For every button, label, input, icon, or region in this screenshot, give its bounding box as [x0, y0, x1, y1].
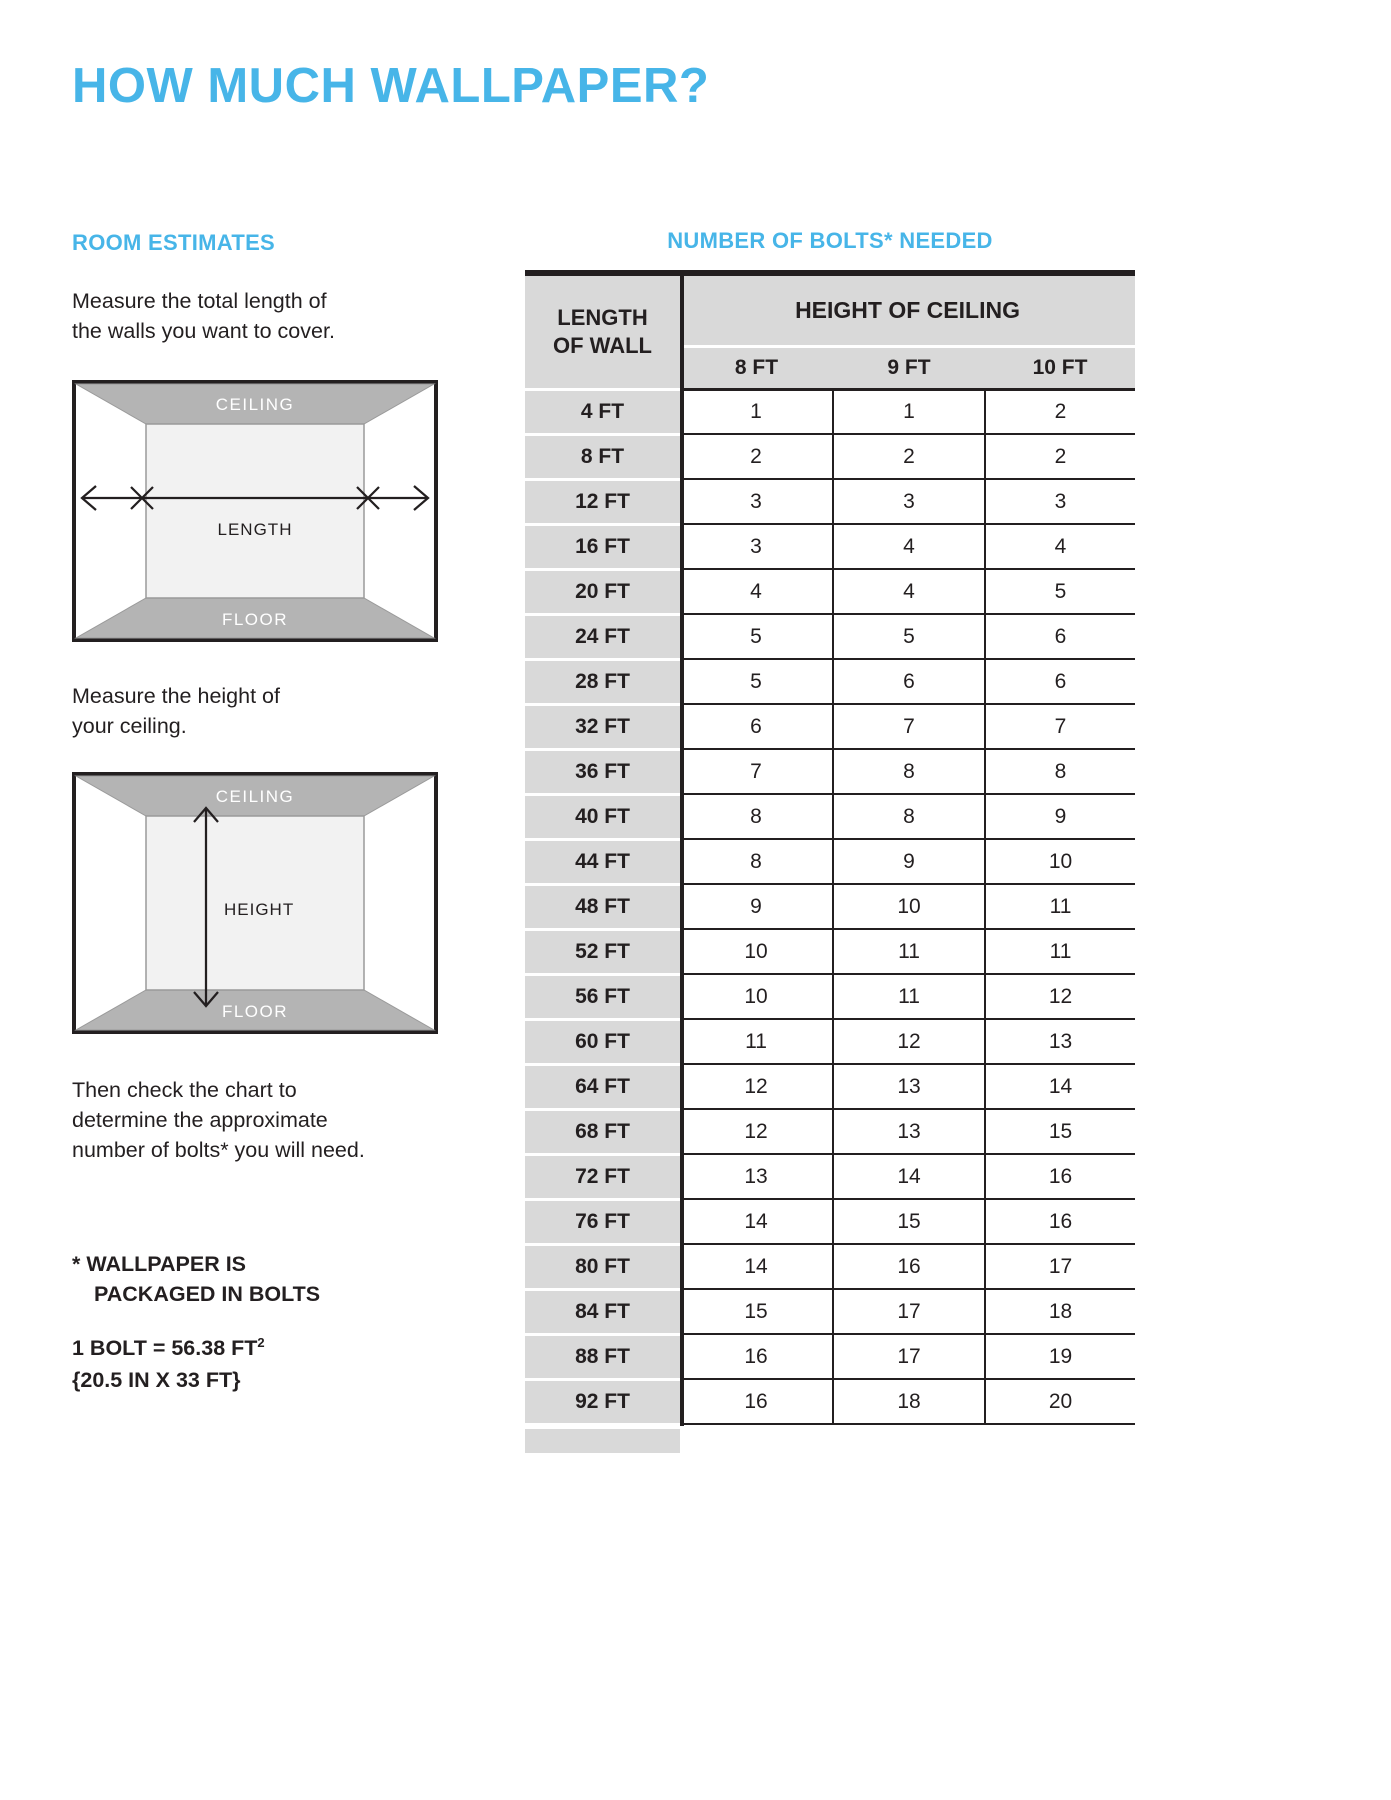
- bolt-count-cell: 11: [680, 1019, 833, 1064]
- table-row: [525, 1334, 1135, 1379]
- bolt-count-cell: 10: [985, 839, 1135, 884]
- bolt-count-cell: 11: [985, 929, 1135, 974]
- bolt-count-cell: 3: [833, 479, 985, 524]
- bolt-count-cell: 2: [833, 434, 985, 479]
- table-row: [525, 1289, 1135, 1334]
- bolt-count-cell: 16: [680, 1334, 833, 1379]
- wall-length-cell: 76 FT: [525, 1199, 680, 1244]
- footnote-line: PACKAGED IN BOLTS: [94, 1282, 321, 1306]
- bolt-count-cell: 5: [680, 614, 833, 659]
- bolt-count-cell: 7: [985, 704, 1135, 749]
- bolt-count-cell: 16: [833, 1244, 985, 1289]
- wall-length-cell: 36 FT: [525, 749, 680, 794]
- table-row: [525, 794, 1135, 839]
- ceiling-label: CEILING: [215, 395, 295, 414]
- header-line: LENGTH: [557, 304, 648, 330]
- paragraph-line: Then check the chart to: [72, 1078, 297, 1102]
- bolt-count-cell: 6: [985, 614, 1135, 659]
- wall-length-cell: 40 FT: [525, 794, 680, 839]
- bolt-count-cell: 18: [985, 1289, 1135, 1334]
- bolt-size-text: 1 BOLT = 56.38 FT: [72, 1336, 258, 1361]
- bolt-size-info: [72, 1327, 265, 1396]
- bolt-count-cell: 9: [985, 794, 1135, 839]
- bolt-count-cell: 6: [985, 659, 1135, 704]
- bolt-count-cell: 5: [985, 569, 1135, 614]
- bolt-count-cell: 14: [680, 1199, 833, 1244]
- length-label: LENGTH: [217, 520, 293, 539]
- table-row: [525, 524, 1135, 569]
- page-title: HOW MUCH WALLPAPER?: [72, 59, 710, 113]
- wall-length-cell: 68 FT: [525, 1109, 680, 1154]
- table-row: [525, 1199, 1135, 1244]
- table-row: [525, 1154, 1135, 1199]
- wall-length-cell: 12 FT: [525, 479, 680, 524]
- table-row: [525, 1109, 1135, 1154]
- bolt-count-cell: 4: [680, 569, 833, 614]
- wall-length-cell: 56 FT: [525, 974, 680, 1019]
- wall-length-cell: 48 FT: [525, 884, 680, 929]
- table-row: [525, 839, 1135, 884]
- ceiling-8ft-header: 8 FT: [680, 346, 833, 389]
- bolt-size-superscript: 2: [257, 1335, 265, 1350]
- wall-length-cell: 72 FT: [525, 1154, 680, 1199]
- bolt-count-cell: 9: [680, 884, 833, 929]
- bolt-count-cell: 13: [833, 1064, 985, 1109]
- check-chart-paragraph: [72, 1075, 365, 1165]
- bolt-count-cell: 1: [833, 389, 985, 434]
- bolt-size-line: [72, 1327, 265, 1364]
- table-row: [525, 614, 1135, 659]
- bolt-count-cell: 14: [985, 1064, 1135, 1109]
- ceiling-label: CEILING: [215, 787, 295, 806]
- height-of-ceiling-header: HEIGHT OF CEILING: [680, 276, 1135, 346]
- bolt-count-cell: 16: [985, 1154, 1135, 1199]
- bolt-count-cell: 8: [680, 794, 833, 839]
- length-diagram: [72, 380, 438, 642]
- table-row: [525, 1379, 1135, 1424]
- bolt-count-cell: 12: [680, 1064, 833, 1109]
- bolt-count-cell: 17: [985, 1244, 1135, 1289]
- bolt-count-cell: 12: [833, 1019, 985, 1064]
- table-row: [525, 569, 1135, 614]
- bolt-count-cell: 6: [833, 659, 985, 704]
- bolt-count-cell: 8: [680, 839, 833, 884]
- measure-length-paragraph: [72, 286, 335, 346]
- bolt-count-cell: 4: [833, 569, 985, 614]
- bolts-footnote: [72, 1249, 320, 1309]
- floor-label: FLOOR: [221, 610, 289, 629]
- bolt-count-cell: 12: [985, 974, 1135, 1019]
- bolt-table-body: [525, 389, 1135, 1424]
- ceiling-10ft-header: 10 FT: [985, 346, 1135, 389]
- table-header-row: [525, 276, 1135, 346]
- wall-length-cell: 24 FT: [525, 614, 680, 659]
- wall-length-cell: 60 FT: [525, 1019, 680, 1064]
- bolt-dimensions-line: {20.5 IN X 33 FT}: [72, 1368, 241, 1393]
- bolt-count-cell: 5: [680, 659, 833, 704]
- table-row: [525, 974, 1135, 1019]
- table-row: [525, 1244, 1135, 1289]
- wall-length-cell: 8 FT: [525, 434, 680, 479]
- paragraph-line: determine the approximate: [72, 1108, 328, 1132]
- table-row: [525, 704, 1135, 749]
- bolt-count-cell: 13: [680, 1154, 833, 1199]
- bolt-count-cell: 14: [833, 1154, 985, 1199]
- footnote-line: * WALLPAPER IS: [72, 1252, 247, 1276]
- wall-length-cell: 80 FT: [525, 1244, 680, 1289]
- bolt-count-cell: 3: [680, 524, 833, 569]
- bolt-count-cell: 7: [833, 704, 985, 749]
- bolt-count-cell: 14: [680, 1244, 833, 1289]
- bolt-count-cell: 5: [833, 614, 985, 659]
- height-label: HEIGHT: [224, 900, 295, 919]
- wall-length-cell: 28 FT: [525, 659, 680, 704]
- bolts-needed-heading: NUMBER OF BOLTS* NEEDED: [667, 228, 993, 253]
- table-row: [525, 749, 1135, 794]
- bolt-count-cell: 19: [985, 1334, 1135, 1379]
- bolt-count-cell: 15: [985, 1109, 1135, 1154]
- table-row: [525, 659, 1135, 704]
- floor-label: FLOOR: [221, 1002, 289, 1021]
- paragraph-line: Measure the total length of: [72, 289, 327, 313]
- room-estimates-heading: ROOM ESTIMATES: [72, 230, 276, 255]
- table-row: [525, 434, 1135, 479]
- paragraph-line: your ceiling.: [72, 714, 187, 738]
- height-diagram: [72, 772, 438, 1034]
- bolt-count-cell: 2: [985, 389, 1135, 434]
- wall-length-cell: 52 FT: [525, 929, 680, 974]
- table-row: [525, 479, 1135, 524]
- wall-length-cell: 20 FT: [525, 569, 680, 614]
- bolt-count-cell: 10: [680, 929, 833, 974]
- bolt-count-cell: 17: [833, 1334, 985, 1379]
- table-row: [525, 929, 1135, 974]
- bolt-count-cell: 10: [833, 884, 985, 929]
- wall-length-cell: 4 FT: [525, 389, 680, 434]
- bolt-count-cell: 16: [985, 1199, 1135, 1244]
- bolt-count-cell: 8: [985, 749, 1135, 794]
- table-row: [525, 1064, 1135, 1109]
- ceiling-9ft-header: 9 FT: [833, 346, 985, 389]
- bolt-count-cell: 8: [833, 749, 985, 794]
- bolt-count-cell: 11: [833, 974, 985, 1019]
- bolts-table: [525, 270, 1135, 1426]
- bolt-count-cell: 3: [680, 479, 833, 524]
- wall-length-cell: 32 FT: [525, 704, 680, 749]
- table-row: [525, 884, 1135, 929]
- bolt-count-cell: 1: [680, 389, 833, 434]
- bolt-count-cell: 4: [833, 524, 985, 569]
- paragraph-line: number of bolts* you will need.: [72, 1138, 365, 1162]
- bolt-count-cell: 11: [833, 929, 985, 974]
- bolt-count-cell: 20: [985, 1379, 1135, 1424]
- bolts-table-grid: [525, 276, 1135, 1426]
- bolt-count-cell: 11: [985, 884, 1135, 929]
- table-bottom-stub: [525, 1429, 680, 1453]
- wall-length-cell: 44 FT: [525, 839, 680, 884]
- bolt-count-cell: 13: [833, 1109, 985, 1154]
- table-row: [525, 1019, 1135, 1064]
- bolt-count-cell: 2: [680, 434, 833, 479]
- bolt-count-cell: 7: [680, 749, 833, 794]
- bolt-count-cell: 2: [985, 434, 1135, 479]
- paragraph-line: the walls you want to cover.: [72, 319, 335, 343]
- header-line: OF WALL: [553, 332, 652, 358]
- bolt-count-cell: 13: [985, 1019, 1135, 1064]
- bolt-count-cell: 3: [985, 479, 1135, 524]
- bolt-count-cell: 8: [833, 794, 985, 839]
- bolt-count-cell: 9: [833, 839, 985, 884]
- bolt-count-cell: 15: [680, 1289, 833, 1334]
- bolt-count-cell: 16: [680, 1379, 833, 1424]
- measure-height-paragraph: [72, 681, 280, 741]
- bolt-count-cell: 10: [680, 974, 833, 1019]
- wall-length-cell: 92 FT: [525, 1379, 680, 1424]
- bolt-count-cell: 18: [833, 1379, 985, 1424]
- bolt-count-cell: 4: [985, 524, 1135, 569]
- table-row: [525, 389, 1135, 434]
- wall-length-cell: 64 FT: [525, 1064, 680, 1109]
- back-wall: [146, 424, 364, 598]
- wall-length-cell: 88 FT: [525, 1334, 680, 1379]
- length-of-wall-header: [525, 276, 680, 389]
- bolt-count-cell: 12: [680, 1109, 833, 1154]
- wall-length-cell: 84 FT: [525, 1289, 680, 1334]
- bolt-count-cell: 6: [680, 704, 833, 749]
- table-column-divider: [680, 276, 684, 1426]
- paragraph-line: Measure the height of: [72, 684, 280, 708]
- wall-length-cell: 16 FT: [525, 524, 680, 569]
- bolt-count-cell: 15: [833, 1199, 985, 1244]
- bolt-count-cell: 17: [833, 1289, 985, 1334]
